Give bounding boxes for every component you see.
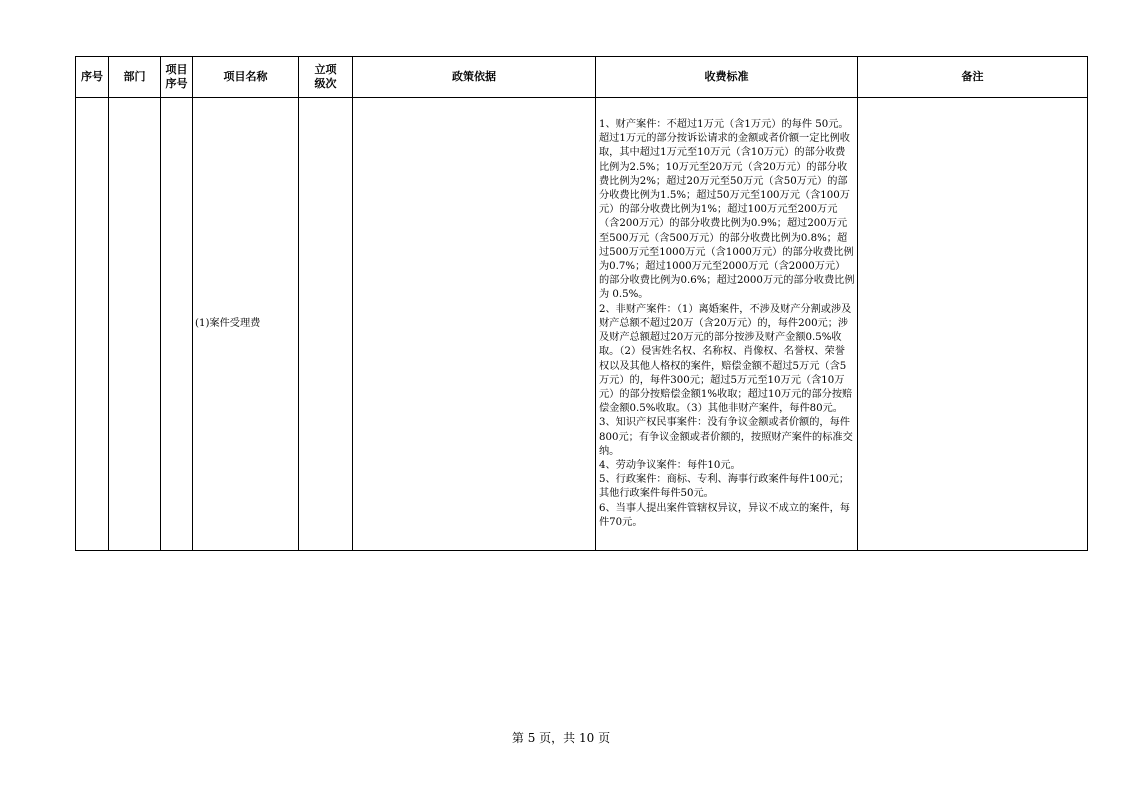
header-policy: 政策依据 (353, 57, 596, 98)
header-standard: 收费标准 (596, 57, 858, 98)
page-footer: 第 5 页，共 10 页 (511, 731, 611, 745)
header-dept: 部门 (109, 57, 161, 98)
header-item-seq-line2: 序号 (165, 77, 188, 90)
cell-item-seq (161, 98, 193, 551)
header-level-line2: 级次 (314, 77, 337, 90)
fee-standard-line-6: 6、当事人提出案件管辖权异议，异议不成立的案件，每件70元。 (599, 502, 850, 528)
cell-policy (353, 98, 596, 551)
cell-dept (109, 98, 161, 551)
fee-standard-line-1: 1、财产案件：不超过1万元（含1万元）的每件 50元。超过1万元的部分按诉讼请求的金额或者价额一定比例收取，其中超过1万元至10万元（含10万元）的部分收费比例为2.5%；10万元至20万元（含20万元）的部分收费比例为2%；超过20万元至50万元（含50万元）的部分收费比例为1.5%；超过50万元至100万元（含100万元）的部分收费比例为1%；超过100万元至200万元（含200万元）的部分收费比例为0.9%；超过200万元至500万元（含500万元）的部分收费比例为0.8%；超过500万元至1000万元（含1000万元）的部分收费比例为0.7%；超过1000万元至2000万元（含2000万元）的部分收费比例为0.6%；超过2000万元的部分收费比例为 0.5%。 (599, 119, 855, 301)
fee-standard-line-3: 3、知识产权民事案件：没有争议金额或者价额的，每件800元；有争议金额或者价额的，按照财产案件的标准交纳。 (599, 417, 853, 457)
cell-fee-standard (596, 98, 858, 551)
cell-remark (858, 98, 1088, 551)
fee-standard-line-5: 5、行政案件：商标、专利、海事行政案件每件100元；其他行政案件每件50元。 (599, 474, 850, 500)
header-remark: 备注 (858, 57, 1088, 98)
fee-table (75, 56, 1088, 551)
cell-seq (76, 98, 109, 551)
fee-standard-line-2: 2、非财产案件：（1）离婚案件，不涉及财产分割或涉及财产总额不超过20万（含20万元）的，每件200元；涉及财产总额超过20万元的部分按涉及财产金额0.5%收取。（2）侵害姓名权、名称权、肖像权、名誉权、荣誉权以及其他人格权的案件，赔偿金额不超过5万元（含5万元）的，每件300元；超过5万元至10万元（含10万元）的部分按赔偿金额1%收取；超过10万元的部分按赔偿金额0.5%收取。（3）其他非财产案件，每件80元。 (599, 303, 853, 415)
fee-standard-line-4: 4、劳动争议案件：每件10元。 (599, 459, 741, 471)
header-item-seq (161, 57, 193, 98)
header-seq: 序号 (76, 57, 109, 98)
table-row (76, 98, 1088, 551)
table-header-row (76, 57, 1088, 98)
header-level (299, 57, 353, 98)
header-level-line1: 立项 (314, 63, 337, 76)
header-item-seq-line1: 项目 (165, 63, 188, 76)
cell-level (299, 98, 353, 551)
cell-item-name: (1)案件受理费 (193, 98, 299, 551)
header-item-name: 项目名称 (193, 57, 299, 98)
